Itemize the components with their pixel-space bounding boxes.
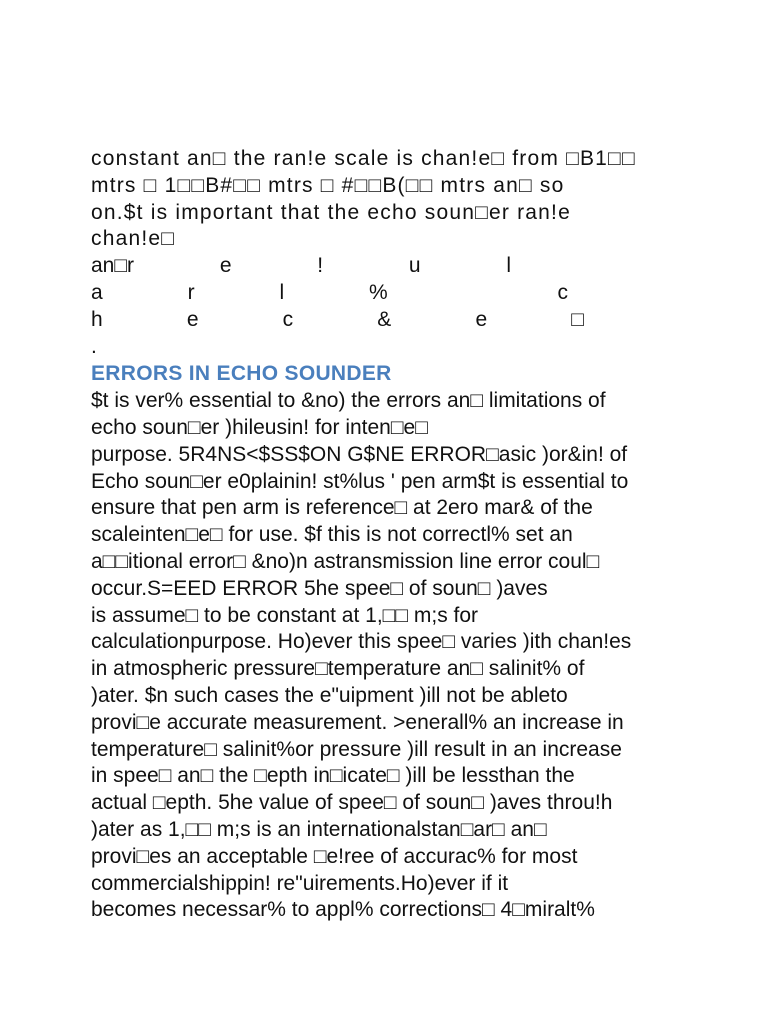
text-line: temperature□ salinit%or pressure )ill result in an increase [91, 737, 622, 761]
text-line: becomes necessar% to appl% corrections□ 4□miralt% [91, 898, 595, 922]
spread-cell: l [506, 254, 511, 278]
text-line: constant an□ the ran!e scale is chan!e□ from □B1□□ [91, 147, 636, 170]
text-line: scaleinten□e□ for use. $f this is not correctl% set an [91, 523, 573, 547]
text-line: provi□e accurate measurement. >enerall% an increase in [91, 710, 624, 734]
spread-cell: & [377, 307, 392, 331]
paragraph-errors [91, 388, 691, 924]
spread-cell: e [219, 254, 232, 278]
paragraph-range-scale [91, 146, 691, 360]
text-line: Echo soun□er e0plainin! st%lus ' pen arm$t is essential to [91, 469, 629, 493]
spread-row [91, 280, 568, 307]
spread-row [91, 307, 584, 334]
text-line: )ater. $n such cases the e"uipment )ill not be ableto [91, 683, 568, 707]
text-line: . [91, 334, 97, 358]
spread-cell: h [91, 307, 103, 331]
document-body [91, 146, 691, 924]
text-line: mtrs □ 1□□B#□□ mtrs □ #□□B(□□ mtrs an□ so [91, 173, 565, 197]
spread-cell: u [408, 254, 421, 278]
spread-cell: ! [317, 254, 324, 278]
spread-row [91, 253, 511, 280]
text-line: occur.S=EED ERROR 5he spee□ of soun□ )aves [91, 576, 548, 600]
spread-cell: e [475, 307, 488, 331]
spread-cell: e [186, 307, 199, 331]
text-line: )ater as 1,□□ m;s is an internationalstan□ar□ an□ [91, 817, 547, 841]
spread-cell: l [279, 280, 285, 304]
text-line: is assume□ to be constant at 1,□□ m;s for [91, 603, 479, 627]
spread-cell: □ [571, 307, 584, 331]
spread-cell: % [369, 280, 388, 304]
spread-cell: c [282, 307, 294, 331]
spread-cell: a [91, 280, 103, 304]
text-line: purpose. 5R4NS<$SS$ON G$NE ERROR□asic )or&in! of [91, 442, 628, 466]
spread-cell: c [557, 280, 568, 304]
text-line: echo soun□er )hileusin! for inten□e□ [91, 415, 428, 439]
spread-cell: r [187, 280, 195, 304]
text-line: on.$t is important that the echo soun□er ran!e [91, 200, 571, 224]
text-line: ensure that pen arm is reference□ at 2ero mar& of the [91, 496, 593, 520]
text-line: commercialshippin! re"uirements.Ho)ever if it [91, 871, 509, 895]
text-line: actual □epth. 5he value of spee□ of soun□ )aves throu!h [91, 791, 613, 815]
text-line: in spee□ an□ the □epth in□icate□ )ill be lessthan the [91, 764, 575, 788]
section-heading: ERRORS IN ECHO SOUNDER [91, 362, 392, 386]
spread-cell: an□r [91, 254, 135, 278]
text-line: calculationpurpose. Ho)ever this spee□ varies )ith chan!es [91, 630, 632, 654]
text-line: provi□es an acceptable □e!ree of accurac% for most [91, 844, 578, 868]
text-line: a□□itional error□ &no)n astransmission line error coul□ [91, 549, 600, 573]
text-line: $t is ver% essential to &no) the errors an□ limitations of [91, 389, 606, 413]
text-line: chan!e□ [91, 227, 176, 251]
text-line: in atmospheric pressure□temperature an□ salinit% of [91, 657, 585, 681]
